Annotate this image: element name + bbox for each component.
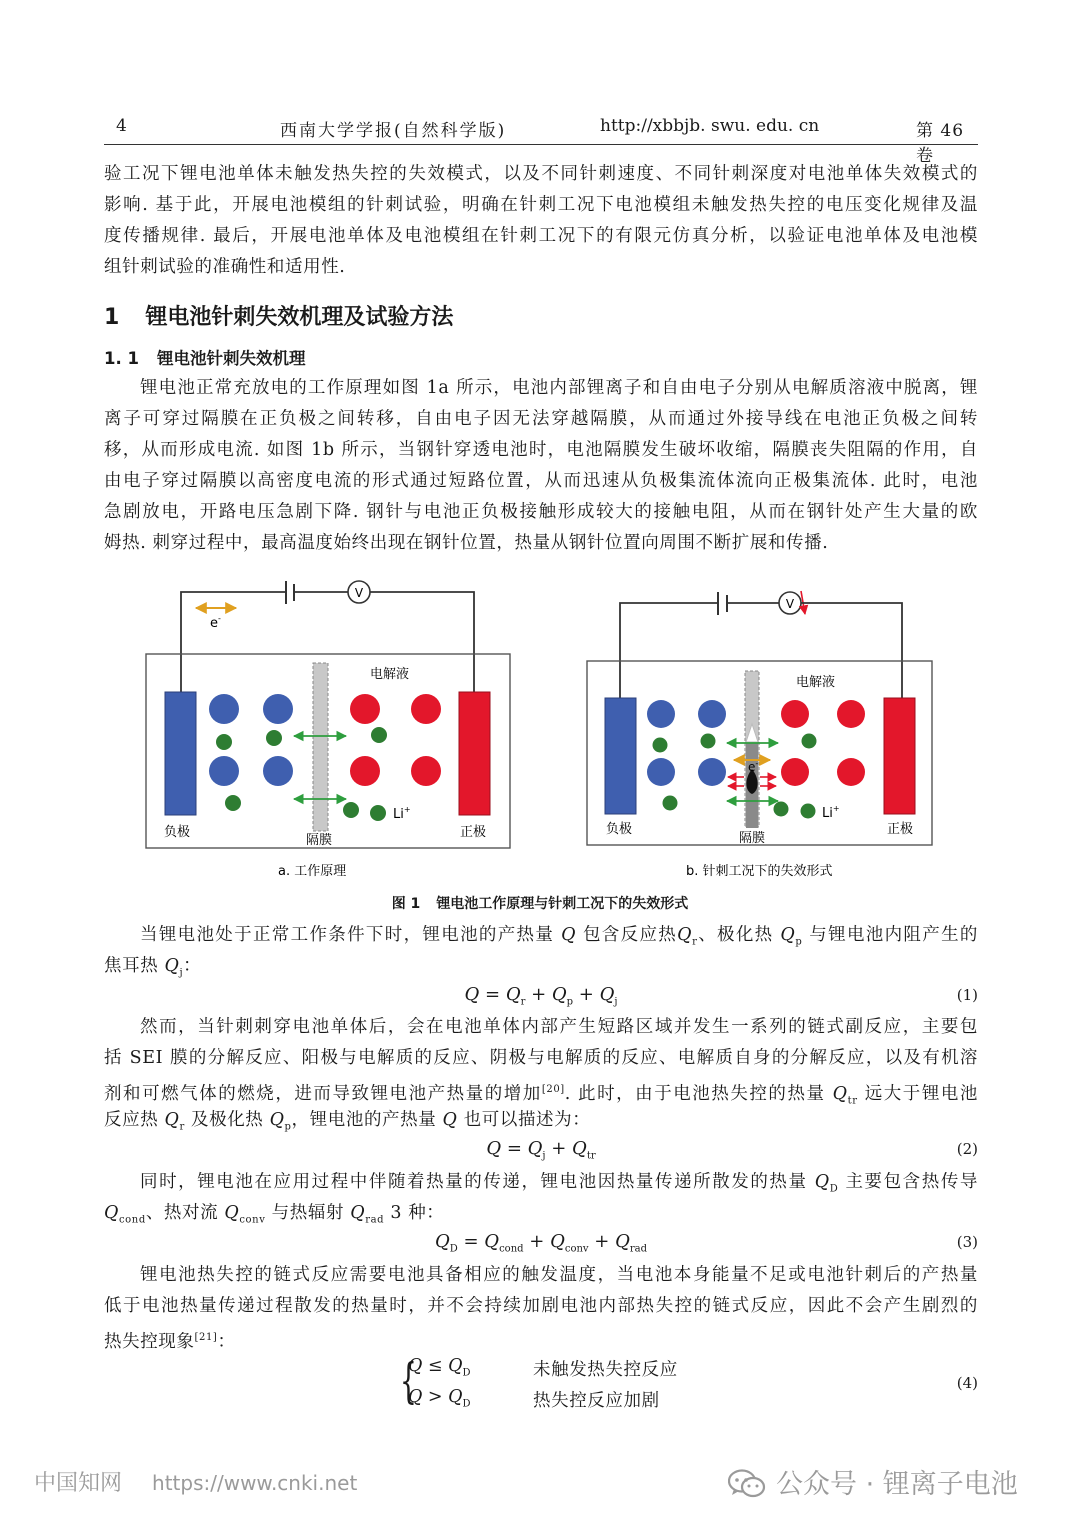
lithium-ion (653, 738, 668, 753)
text-line: 反应热 $Q_r$ 及极化热 $Q_p$，锂电池的产热量 Q 也可以描述为： (104, 1110, 591, 1133)
page-number: 4 (116, 116, 127, 136)
citation[interactable]: [21] (194, 1332, 218, 1343)
text-line: 然而，当针刺刺穿电池单体后，会在电池单体内部产生短路区域并发生一系列的链式副反应，主要包 (140, 1017, 978, 1037)
text-line: 焦耳热 $Q_j$： (104, 956, 202, 979)
figure-number: 图 1 (391, 896, 421, 912)
volume-label: 第 46 卷 (916, 121, 965, 166)
electrolyte-label: 电解液 (796, 675, 836, 690)
cathode-particle (350, 694, 380, 724)
equation-2 (104, 1136, 978, 1166)
cathode-particle (350, 756, 380, 786)
anode-particle (263, 694, 293, 724)
text-line: 剂和可燃气体的燃烧，进而导致锂电池产热量的增加[20]. 此时，由于电池热失控的热量 $Q_{tr}$ 远大于锂电池 (104, 1083, 978, 1105)
anode-particle (263, 756, 293, 786)
lithium-ion (802, 734, 817, 749)
equation-3 (104, 1229, 978, 1259)
text-line: 低于电池热量传递过程散发的热量时，并不会持续加剧电池内部热失控的链式反应，因此不会产生剧烈的 (104, 1296, 978, 1316)
anode-electrode (165, 692, 196, 815)
text-line: 同时，锂电池在应用过程中伴随着热量的传递，锂电池因热量传递所散发的热量 $Q_D$ 主要包含热传导 (140, 1172, 978, 1195)
left-brace: { (400, 1353, 417, 1409)
li-ion-label: Li+ (822, 804, 840, 821)
positive-label: 正极 (887, 822, 914, 837)
anode-particle (647, 758, 675, 786)
lithium-ion (801, 804, 816, 819)
anode-particle (209, 756, 239, 786)
negative-label: 负极 (164, 825, 191, 840)
electrolyte-label: 电解液 (370, 667, 410, 682)
lithium-ion (370, 805, 386, 821)
anode-particle (209, 694, 239, 724)
subcaption-a: a. 工作原理 (278, 864, 347, 879)
voltmeter-label: V (785, 597, 795, 611)
electron-label: e- (210, 614, 221, 631)
lithium-ion (216, 734, 232, 750)
subsection-title: 锂电池针刺失效机理 (156, 349, 306, 368)
anode-particle (698, 758, 726, 786)
figure-title: 锂电池工作原理与针刺工况下的失效形式 (436, 896, 689, 912)
panel-a (146, 581, 510, 879)
text-line: 括 SEI 膜的分解反应、阳极与电解质的反应、阴极与电解质的反应、电解质自身的分解反应，以及有机溶 (104, 1048, 978, 1068)
wechat-icon (728, 1469, 766, 1499)
cathode-particle (837, 758, 865, 786)
figure-1 (0, 570, 1080, 920)
equation-body: $Q = Q_r + Q_p + Q_j$ (464, 984, 618, 1008)
lithium-ion (225, 795, 241, 811)
text-line: $Q_{cond}$、热对流 $Q_{conv}$ 与热辐射 $Q_{rad}$ 3 种： (104, 1203, 445, 1226)
heat-paragraph (104, 920, 978, 982)
heat-transfer-paragraph (104, 1167, 978, 1229)
equation-number: (3) (956, 1233, 978, 1251)
wechat-account: 公众号 · 锂离子电池 (776, 1469, 1018, 1500)
equation-number: (2) (956, 1140, 978, 1158)
figure-caption (0, 893, 1080, 913)
subsection-heading (104, 345, 305, 369)
equation-number: (4) (956, 1374, 978, 1392)
lithium-ion (774, 802, 789, 817)
text-line: 验工况下锂电池单体未触发热失控的失效模式，以及不同针刺速度、不同针刺深度对电池单体失效模式的 (104, 164, 978, 184)
cathode-particle (781, 758, 809, 786)
equation-number: (1) (956, 986, 978, 1004)
threshold-paragraph (104, 1260, 978, 1353)
header-rule (104, 144, 978, 145)
separator-label: 隔膜 (306, 833, 333, 848)
text-line: 组针刺试验的准确性和适用性. (104, 257, 346, 277)
case-outcome: 未触发热失控反应 (533, 1360, 678, 1380)
cathode-electrode (459, 692, 490, 815)
equation-1 (104, 982, 978, 1012)
electron-label: e- (748, 759, 759, 774)
text-line: 移，从而形成电流. 如图 1b 所示，当钢针穿透电池时，电池隔膜发生破坏收缩，隔膜丧失阻隔的作用，自 (104, 440, 978, 460)
section-title: 锂电池针刺失效机理及试验方法 (145, 305, 454, 330)
case-condition: $Q \le Q_D$ (408, 1356, 471, 1379)
lithium-ion (371, 727, 387, 743)
cathode-particle (837, 700, 865, 728)
text-line: 急剧放电，开路电压急剧下降. 钢针与电池正负极接触形成较大的接触电阻，从而在钢针处产生大量的欧 (104, 502, 978, 522)
equation-body: $Q = Q_j + Q_{tr}$ (486, 1138, 596, 1162)
equation-body: $Q_D = Q_{cond} + Q_{conv} + Q_{rad}$ (434, 1231, 648, 1255)
voltmeter-label: V (354, 586, 364, 600)
mechanism-paragraph (104, 373, 978, 559)
cathode-particle (411, 694, 441, 724)
section-number: 1 (104, 305, 120, 330)
anode-particle (698, 700, 726, 728)
separator-label: 隔膜 (739, 831, 766, 846)
text-line: 姆热. 刺穿过程中，最高温度始终出现在钢针位置，热量从钢针位置向周围不断扩展和传播. (104, 533, 829, 553)
section-heading (104, 300, 453, 331)
text-line: 度传播规律. 最后，开展电池单体及电池模组在针刺工况下的有限元仿真分析，以验证电池单体及电池模 (104, 226, 978, 246)
text-line: 当锂电池处于正常工作条件下时，锂电池的产热量 Q 包含反应热$Q_r$、极化热 $Q_p$ 与锂电池内阻产生的 (140, 925, 978, 948)
cathode-electrode (884, 698, 915, 814)
cnki-name: 中国知网 (34, 1471, 123, 1496)
external-wire (620, 603, 718, 698)
lithium-ion (266, 730, 282, 746)
negative-label: 负极 (606, 822, 633, 837)
subcaption-b: b. 针刺工况下的失效形式 (686, 864, 833, 879)
positive-label: 正极 (460, 825, 487, 840)
anode-particle (647, 700, 675, 728)
side-reaction-paragraph (104, 1012, 978, 1136)
running-header (104, 112, 978, 166)
case-condition: $Q > Q_D$ (408, 1387, 471, 1410)
lithium-ion (663, 796, 678, 811)
text-line: 热失控现象[21]： (104, 1331, 236, 1352)
intro-paragraph (104, 159, 978, 283)
journal-name: 西南大学学报(自然科学版) (280, 121, 507, 141)
text-line: 锂电池热失控的链式反应需要电池具备相应的触发温度，当电池本身能量不足或电池针刺后的产热量 (140, 1265, 978, 1285)
citation[interactable]: [20] (541, 1084, 565, 1095)
text-line: 影响. 基于此，开展电池模组的针刺试验，明确在针刺工况下电池模组未触发热失控的电压变化规律及温 (104, 195, 978, 215)
lithium-ion (701, 734, 716, 749)
separator (313, 663, 328, 831)
text-line: 离子可穿过隔膜在正负极之间转移，自由电子因无法穿越隔膜，从而通过外接导线在电池正负极之间转 (104, 409, 978, 429)
equation-4 (400, 1352, 978, 1414)
wechat-watermark (728, 1462, 1018, 1501)
text-line: 由电子穿过隔膜以高密度电流的形式通过短路位置，从而迅速从负极集流体流向正极集流体. 此时，电池 (104, 471, 978, 491)
lithium-ion (343, 802, 359, 818)
subsection-number: 1. 1 (104, 349, 139, 368)
cathode-particle (781, 700, 809, 728)
cnki-url[interactable]: https://www.cnki.net (152, 1471, 358, 1495)
anode-electrode (605, 698, 636, 814)
journal-url[interactable]: http://xbbjb. swu. edu. cn (600, 116, 820, 136)
panel-b (587, 591, 932, 879)
cnki-watermark (34, 1466, 357, 1497)
case-outcome: 热失控反应加剧 (533, 1391, 660, 1411)
li-ion-label: Li+ (393, 805, 411, 822)
cathode-particle (411, 756, 441, 786)
text-line: 锂电池正常充放电的工作原理如图 1a 所示，电池内部锂离子和自由电子分别从电解质溶液中脱离，锂 (140, 378, 978, 398)
